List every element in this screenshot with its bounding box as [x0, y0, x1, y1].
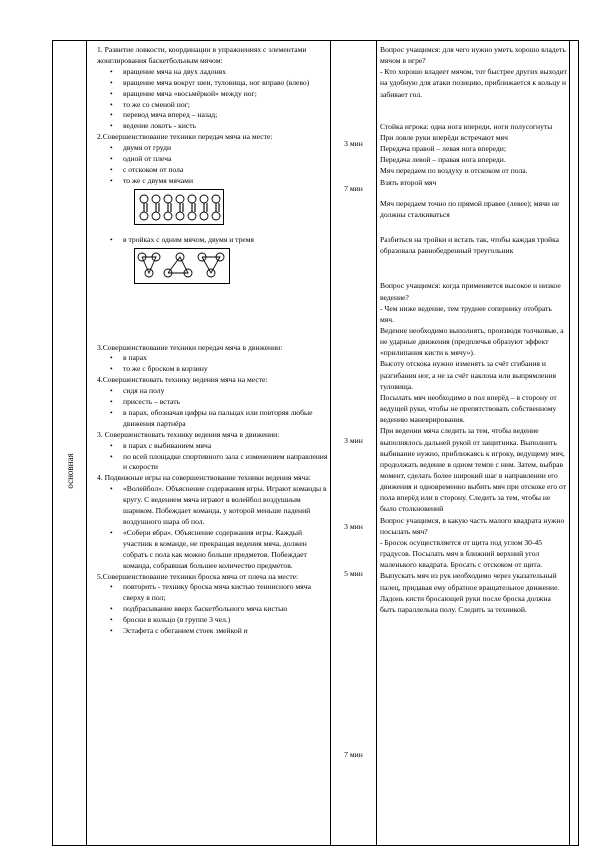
note-text: Стойка игрока: одна нога впереди, ноги полусогнуты: [380, 121, 553, 131]
triangle-group-2: [164, 253, 192, 277]
note-text: - Бросок осуществляется от щита под углом 30-45 градусов. Посылать мяч в ближний верхний угол маленького квадрата. Бросать с отскоком от щита.: [380, 537, 543, 570]
list-item: • то же со сменой ног;: [97, 100, 329, 111]
list-item: • вращение мяча на двух ладонях: [97, 67, 329, 78]
notes-column: [380, 44, 567, 615]
list-item: • подбрасывание вверх баскетбольного мяча кистью: [97, 604, 329, 615]
exercise-4-title: 4.Совершенствовать технику ведения мяча на месте:: [97, 375, 268, 385]
section-label-cell: [61, 431, 79, 511]
list-item: • в парах с выбиванием мяча: [97, 441, 329, 452]
lesson-plan-table: [52, 40, 579, 846]
exercise-3-title: 3.Совершенствование техники передач мяча в движении:: [97, 342, 283, 352]
list-item: • то же с двумя мячами: [97, 176, 329, 187]
triples-formation-diagram: [134, 248, 230, 284]
exercise-2-title: 2.Совершенствование техники передач мяча на месте:: [97, 132, 273, 142]
list-item: • двумя от груди: [97, 143, 329, 154]
list-item: • «Собери ябра». Объяснение содержания игры. Каждый участник в команде, не прекращая ведения мяча, должен собрать с пола как можно больше предметов. Побеждает команда, собравшая большее количество предметов.: [97, 528, 329, 572]
list-item: • одной от плеча: [97, 154, 329, 165]
time-cell: 7 мин: [344, 184, 363, 193]
section-label: основная: [65, 453, 75, 489]
note-text: Передача левой – правая нога впереди.: [380, 155, 506, 165]
player-row-bottom: [140, 212, 220, 220]
note-text: При ловле руки вперёди встречают мяч: [380, 132, 508, 142]
note-text: Мяч передаем точно по прямой правее (левее); мячи не должны сталкиваться: [380, 198, 560, 219]
time-cell: 3 мин: [344, 522, 363, 531]
two-balls-formation-diagram: [134, 189, 224, 225]
exercise-4-list: [97, 386, 329, 430]
time-cell: 3 мин: [344, 436, 363, 445]
list-item: • в парах, обозначая цифры на пальцах или повторяя любые движения партнёра: [97, 408, 329, 430]
list-item: • по всей площадке спортивного зала с изменением направления и скорости: [97, 452, 329, 474]
list-item: • повторить - технику броска мяча кистью теннисного мяча сверху в пол;: [97, 582, 329, 604]
note-text: Высоту отскока нужно изменять за счёт сгибания и разгибания ног, а не за счёт наклона или выпрямления туловища.: [380, 359, 556, 391]
note-text: - Кто хорошо владеет мячом, тот быстрее других выходит на удобную для атаки позицию, приближается к кольцу и забивает гол.: [380, 67, 567, 99]
note-text: Передача правой – левая нога впереди;: [380, 144, 506, 154]
list-item: • броски в кольцо (в группе 3 чел.): [97, 615, 329, 626]
time-cell: 3 мин: [344, 139, 363, 148]
note-text: - Чем ниже ведение, тем труднее сопернику отобрать мяч.: [380, 303, 552, 324]
list-item: • то же с броском в корзину: [97, 364, 329, 375]
exercise-7-list: [97, 582, 329, 637]
list-item: • «Волейбол». Объяснение содержания игры. Играют команды в кругу. С ведением мяча играют в волейбол воздушным шариком. Побеждает команда, у которой меньше падений воздушного шара об пол.: [97, 484, 329, 528]
exercise-2-list: [97, 143, 329, 187]
list-item: • вращение мяча «восьмёркой» между ног;: [97, 89, 329, 100]
list-item: • Эстафета с обеганием стоек змейкой и: [97, 626, 329, 637]
time-cell: 5 мин: [344, 569, 363, 578]
note-text: Выпускать мяч из рук необходимо через указательный палец, придавая ему обратное вращательное движение. Ладонь кисти бросающей руки после броска должна быть параллельна полу. Следить за техникой.: [380, 571, 560, 614]
note-text: Посылать мяч необходимо в пол вперёд – в сторону от ведущей руки, чтобы не препятствовать собственному ведению маневрирования.: [380, 392, 557, 425]
exercise-1-list: [97, 67, 329, 132]
note-text: При ведении мяча следить за тем, чтобы ведение выполнялось дальней рукой от защитника. Выполнить выбивание нужно, приближаясь к игроку, ведущему мяч, продолжать ведение в одном темпе с ним. Затем, выбрав момент, сделать более широкий шаг в направлении его движения и одновременно выбить мяч при отскоке его от пола вперёд или в сторону. Следить за тем, чтобы не было столкновений: [380, 426, 567, 514]
triangle-group-1: [138, 253, 160, 277]
list-item: • присесть – встать: [97, 397, 329, 408]
note-text: Разбиться на тройки и встать так, чтобы каждая тройка образовала равнобедренный треугольник: [380, 235, 560, 256]
exercise-6-title: 4. Подвижные игры на совершенствование техники ведения мяча:: [97, 473, 311, 483]
exercise-3-list: [97, 353, 329, 375]
exercise-5-title: 3. Совершенствовать технику ведения мяча в движении:: [97, 429, 280, 439]
exercise-6-list: [97, 484, 329, 571]
column-divider: [569, 41, 570, 845]
exercise-1-title: 1. Развитие ловкости, координации в упражнениях с элементами жонглирования баскетбольным мячом:: [97, 45, 307, 65]
note-text: Вопрос учащимся, в какую часть малого квадрата нужно посылать мяч?: [380, 515, 565, 536]
note-text: Вопрос учащимся: для чего нужно уметь хорошо владеть мячом в игре?: [380, 45, 566, 66]
triangle-group-3: [198, 253, 224, 277]
list-item: • в тройках с одним мячом, двумя и тремя: [97, 235, 329, 246]
note-text: Мяч передаем по воздуху и отскоком от пола.: [380, 166, 528, 176]
column-divider: [86, 41, 87, 845]
list-item: • сидя на полу: [97, 386, 329, 397]
exercises-column: [97, 45, 329, 637]
list-item: • вращение мяча вокруг шеи, туловища, ног вправо (влево): [97, 78, 329, 89]
time-cell: 7 мин: [344, 750, 363, 759]
note-text: Вопрос учащимся: когда применяется высокое и низкое ведение?: [380, 281, 561, 302]
list-item: • перевод мяча вперед – назад;: [97, 110, 329, 121]
list-item: • ведение локоть - кисть: [97, 121, 329, 132]
exercise-7-title: 5.Совершенствование техники броска мяча от плеча на месте:: [97, 571, 299, 581]
note-text: Взять второй мяч: [380, 177, 437, 187]
list-item: • в парах: [97, 353, 329, 364]
pass-lines: [144, 203, 219, 212]
note-text: Ведение необходимо выполнять, производя толчковые, а не ударные движения (предплечья образуют эффект «прилипания кисти к мячу»).: [380, 325, 564, 358]
column-divider: [376, 41, 377, 845]
exercise-5-list: [97, 441, 329, 474]
list-item: • с отскоком от пола: [97, 165, 329, 176]
player-row-top: [140, 195, 220, 203]
exercise-2-list-extra: [97, 235, 329, 246]
